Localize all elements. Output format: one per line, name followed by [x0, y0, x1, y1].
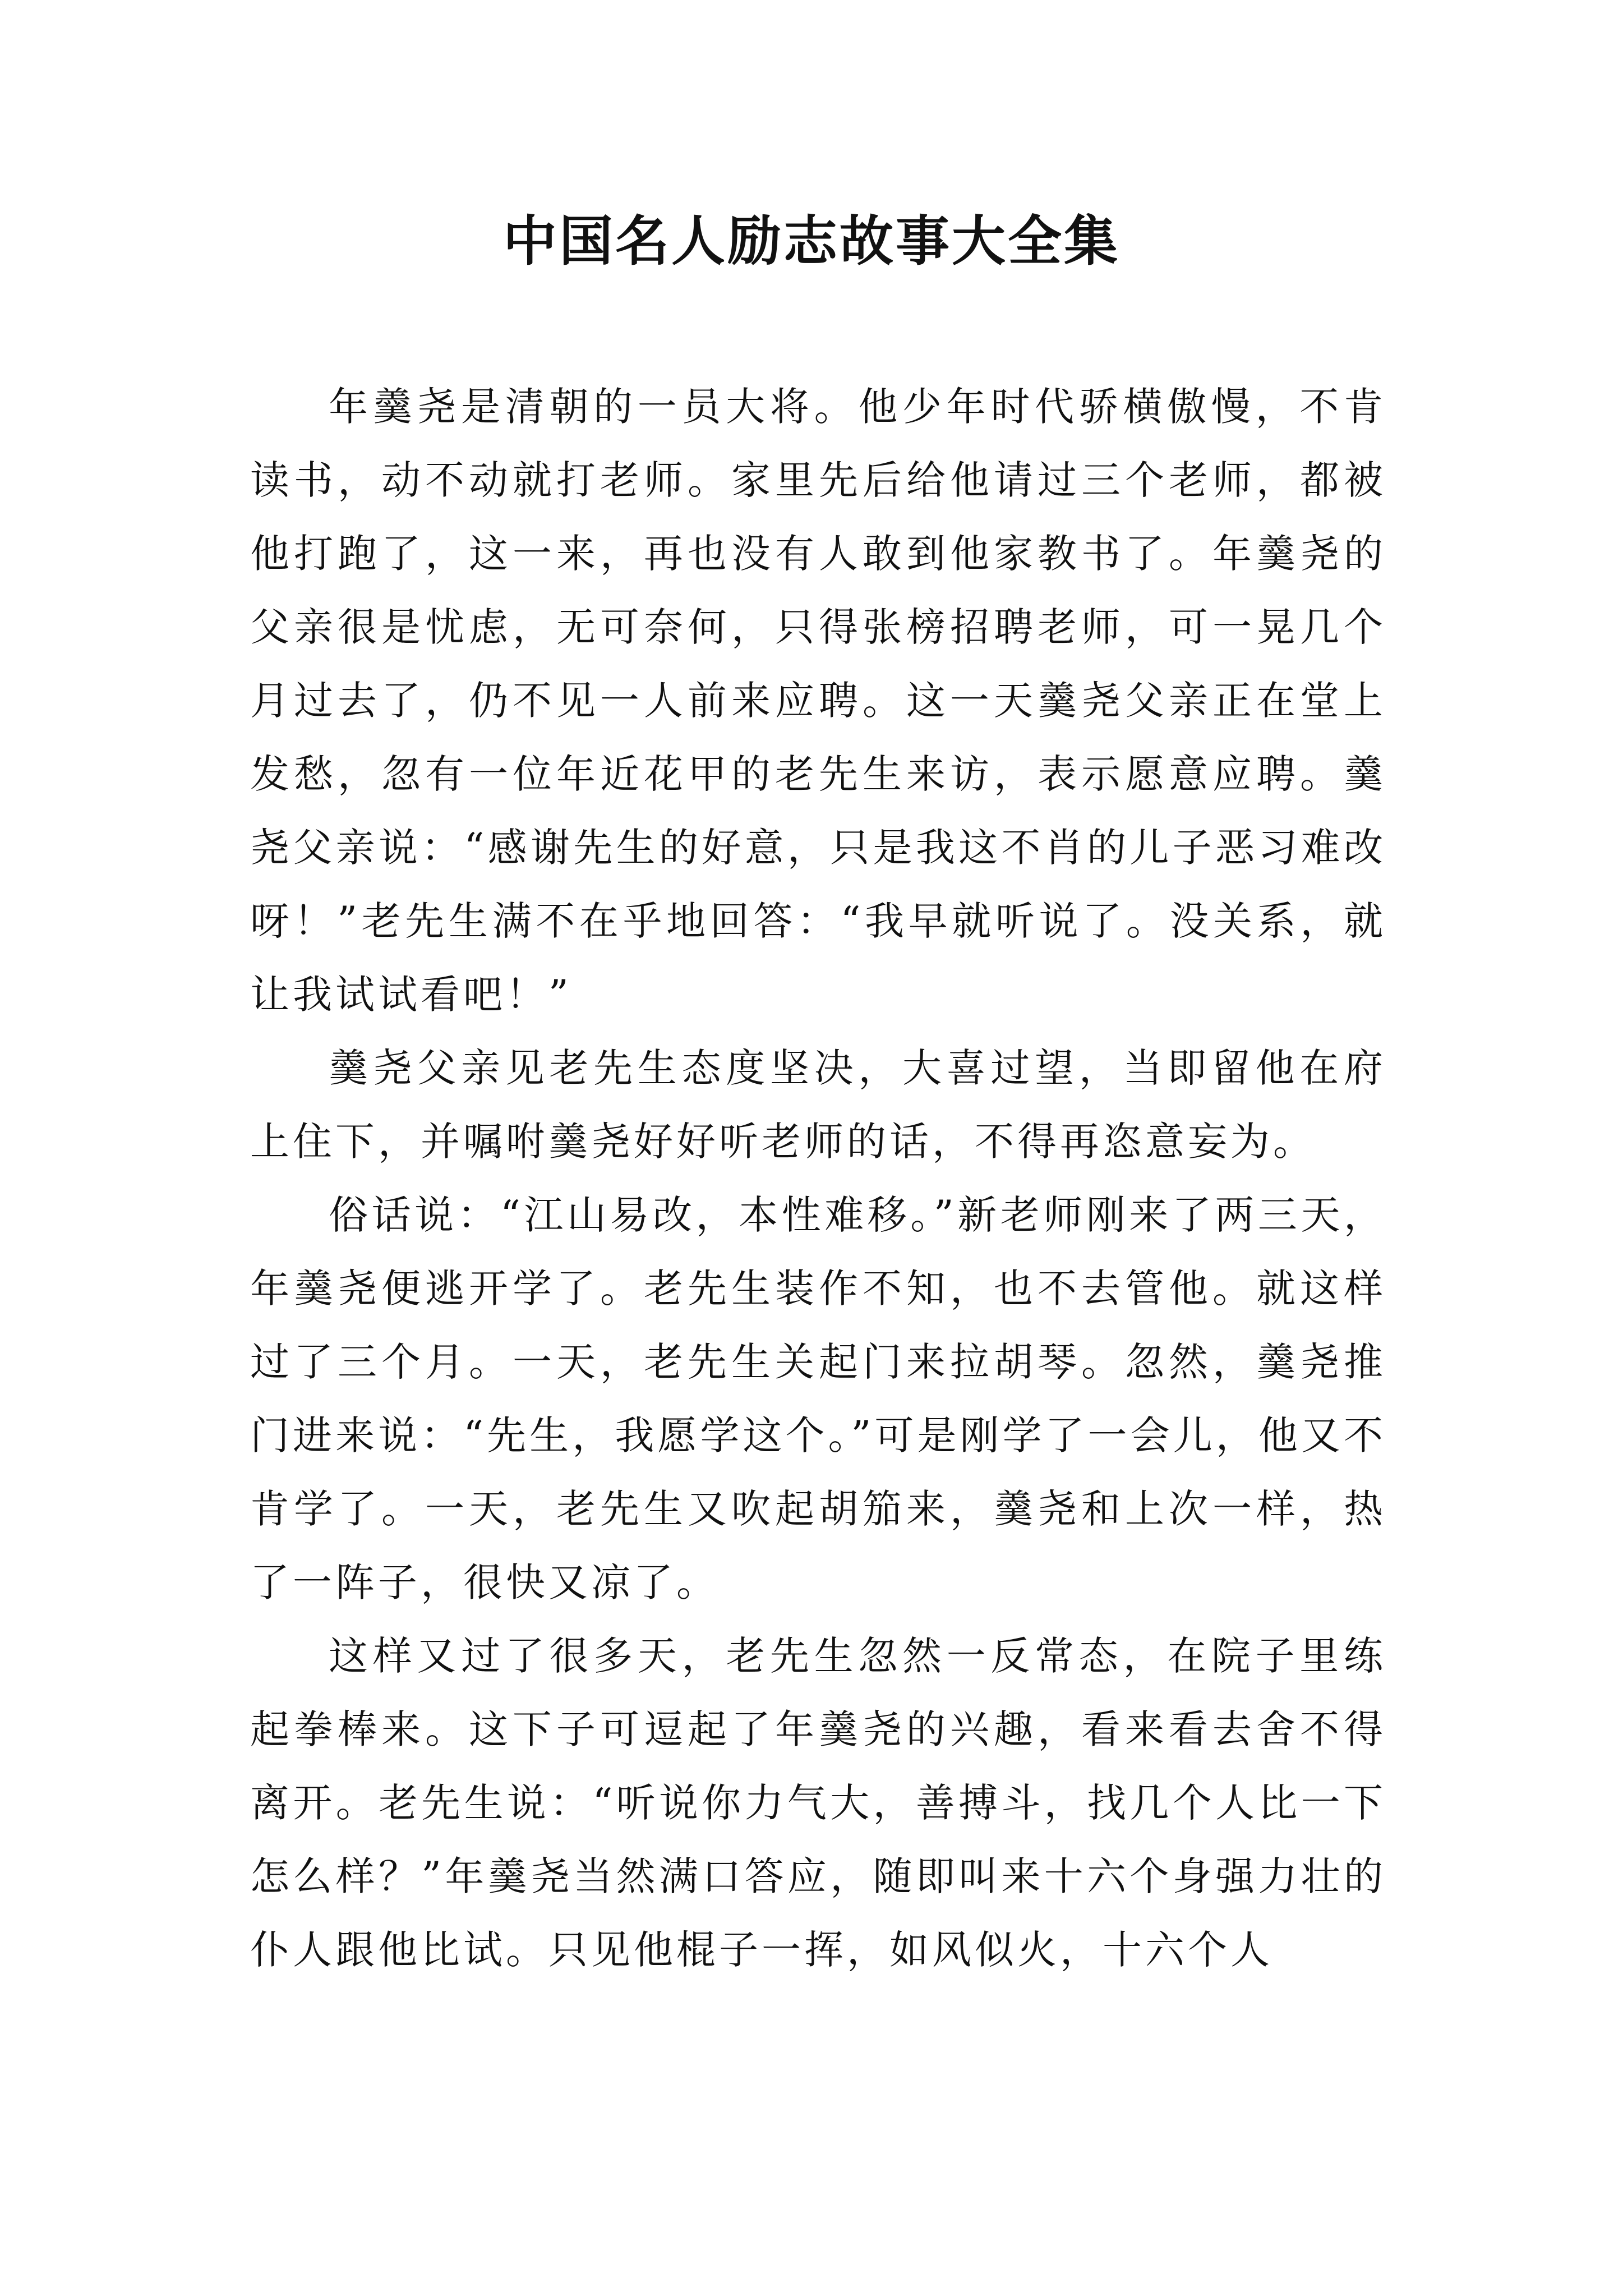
paragraph-2: 羹尧父亲见老先生态度坚决，大喜过望，当即留他在府上住下，并嘱咐羹尧好好听老师的话，不得再恣意妄为。	[250, 1045, 1386, 1165]
paragraph-4: 这样又过了很多天，老先生忽然一反常态，在院子里练起拳棒来。这下子可逗起了年羹尧的兴趣，看来看去舍不得离开。老先生说：“听说你力气大，善搏斗，找几个人比一下怎么样？”年羹尧当然满口答应，随即叫来十六个身强力壮的仆人跟他比试。只见他棍子一挥，如风似火，十六个人	[250, 1633, 1386, 1973]
paragraph-3: 俗话说：“江山易改，本性难移。”新老师刚来了两三天，年羹尧便逃开学了。老先生装作不知，也不去管他。就这样过了三个月。一天，老先生关起门来拉胡琴。忽然，羹尧推门进来说：“先生，我愿学这个。”可是刚学了一会儿，他又不肯学了。一天，老先生又吹起胡笳来，羹尧和上次一样，热了一阵子，很快又凉了。	[250, 1192, 1386, 1605]
paragraph-1: 年羹尧是清朝的一员大将。他少年时代骄横傲慢，不肯读书，动不动就打老师。家里先后给他请过三个老师，都被他打跑了，这一来，再也没有人敢到他家教书了。年羹尧的父亲很是忧虑，无可奈何，只得张榜招聘老师，可一晃几个月过去了，仍不见一人前来应聘。这一天羹尧父亲正在堂上发愁，忽有一位年近花甲的老先生来访，表示愿意应聘。羹尧父亲说：“感谢先生的好意，只是我这不肖的儿子恶习难改呀！”老先生满不在乎地回答：“我早就听说了。没关系，就让我试试看吧！”	[250, 384, 1386, 1018]
page-title: 中国名人励志故事大全集	[503, 209, 1120, 273]
document-body	[250, 370, 1386, 1987]
